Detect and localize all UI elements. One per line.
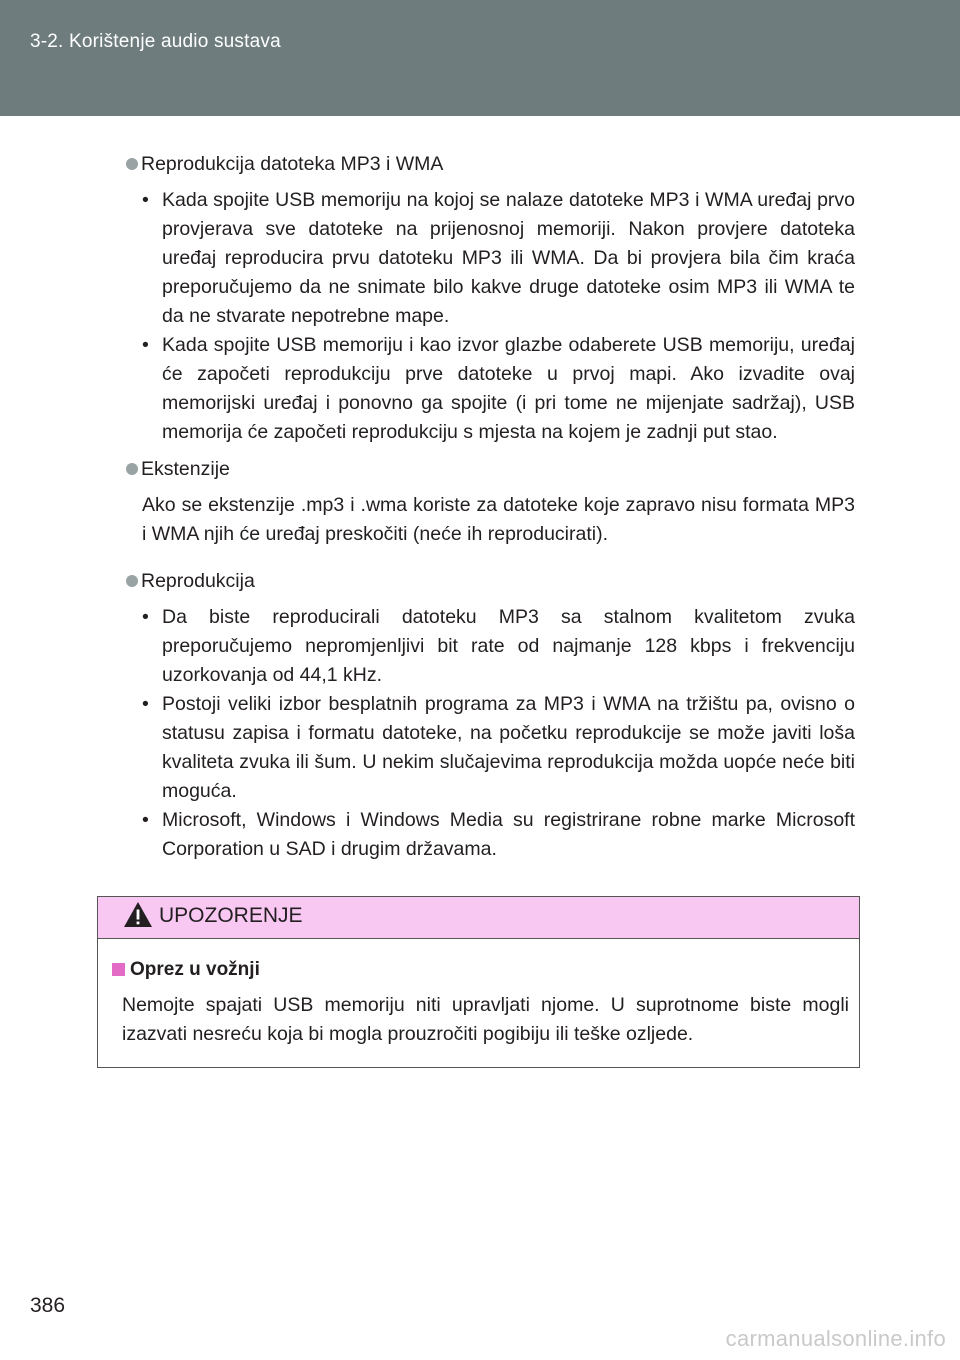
bullet-icon: • [142, 693, 149, 715]
section-heading-extensions: Ekstenzije [127, 455, 855, 483]
section-title: 3-2. Korištenje audio sustava [30, 31, 281, 52]
warning-subheading: Oprez u vožnji [112, 957, 849, 983]
bullet-list [127, 186, 855, 447]
watermark: carmanualsonline.info [725, 1326, 946, 1351]
bullet-icon: • [142, 809, 149, 831]
list-item: • Postoji veliki izbor besplatnih programa za MP3 i WMA na tržištu pa, ovisno o statusu zapisa i formatu datoteke, na početku reprodukcije se može javiti loša kvaliteta zvuka ili šum. U nekim slučajevima reprodukcija možda uopće neće biti moguća. [127, 690, 855, 806]
bullet-icon: • [142, 606, 149, 628]
warning-text: Nemojte spajati USB memoriju niti upravljati njome. U suprotnome biste mogli izazvati nesreću koja bi mogla prouzročiti pogibiju ili teške ozljede. [122, 994, 849, 1045]
list-item: • Kada spojite USB memoriju na kojoj se nalaze datoteke MP3 i WMA uređaj prvo provjerava sve datoteke na prijenosnoj memoriji. Nakon provjere datoteka uređaj reproducira prvu datoteku MP3 ili WMA. Da bi provjera bila čim kraća preporučujemo da ne snimate bilo kakve druge datoteke osim MP3 ili WMA te da ne stvarate nepotrebne mape. [127, 186, 855, 331]
warning-triangle-icon [123, 901, 153, 928]
bullet-dot-icon [126, 575, 138, 587]
warning-box [97, 896, 860, 1068]
header-band [0, 0, 960, 116]
page-number: 386 [30, 1294, 66, 1317]
list-item: • Microsoft, Windows i Windows Media su registrirane robne marke Microsoft Corporation u SAD i drugim državama. [127, 806, 855, 864]
bullet-list [127, 603, 855, 864]
bullet-icon: • [142, 189, 149, 211]
list-item: • Kada spojite USB memoriju i kao izvor glazbe odaberete USB memoriju, uređaj će započeti reprodukciju prve datoteke u prvoj mapi. Ako izvadite ovaj memorijski uređaj i ponovno ga spojite (i pri tome ne mijenjate sadržaj), USB memorija će započeti reprodukciju s mjesta na kojem je zadnji put stao. [127, 331, 855, 447]
section-heading-mp3-wma: Reprodukcija datoteka MP3 i WMA [127, 150, 855, 178]
paragraph: Ako se ekstenzije .mp3 i .wma koriste za datoteke koje zapravo nisu formata MP3 i WMA njih će uređaj preskočiti (neće ih reproducirati). [142, 494, 855, 545]
bullet-dot-icon [126, 463, 138, 475]
square-bullet-icon [112, 963, 125, 976]
section-heading-playback: Reprodukcija [127, 567, 855, 595]
warning-title: UPOZORENJE [159, 904, 303, 927]
bullet-dot-icon [126, 158, 138, 170]
warning-body [98, 939, 859, 1049]
warning-header [98, 897, 859, 939]
main-content [127, 150, 855, 864]
list-item: • Da biste reproducirali datoteku MP3 sa stalnom kvalitetom zvuka preporučujemo nepromjenljivi bit rate od najmanje 128 kbps i frekvenciju uzorkovanja od 44,1 kHz. [127, 603, 855, 690]
bullet-icon: • [142, 334, 149, 356]
